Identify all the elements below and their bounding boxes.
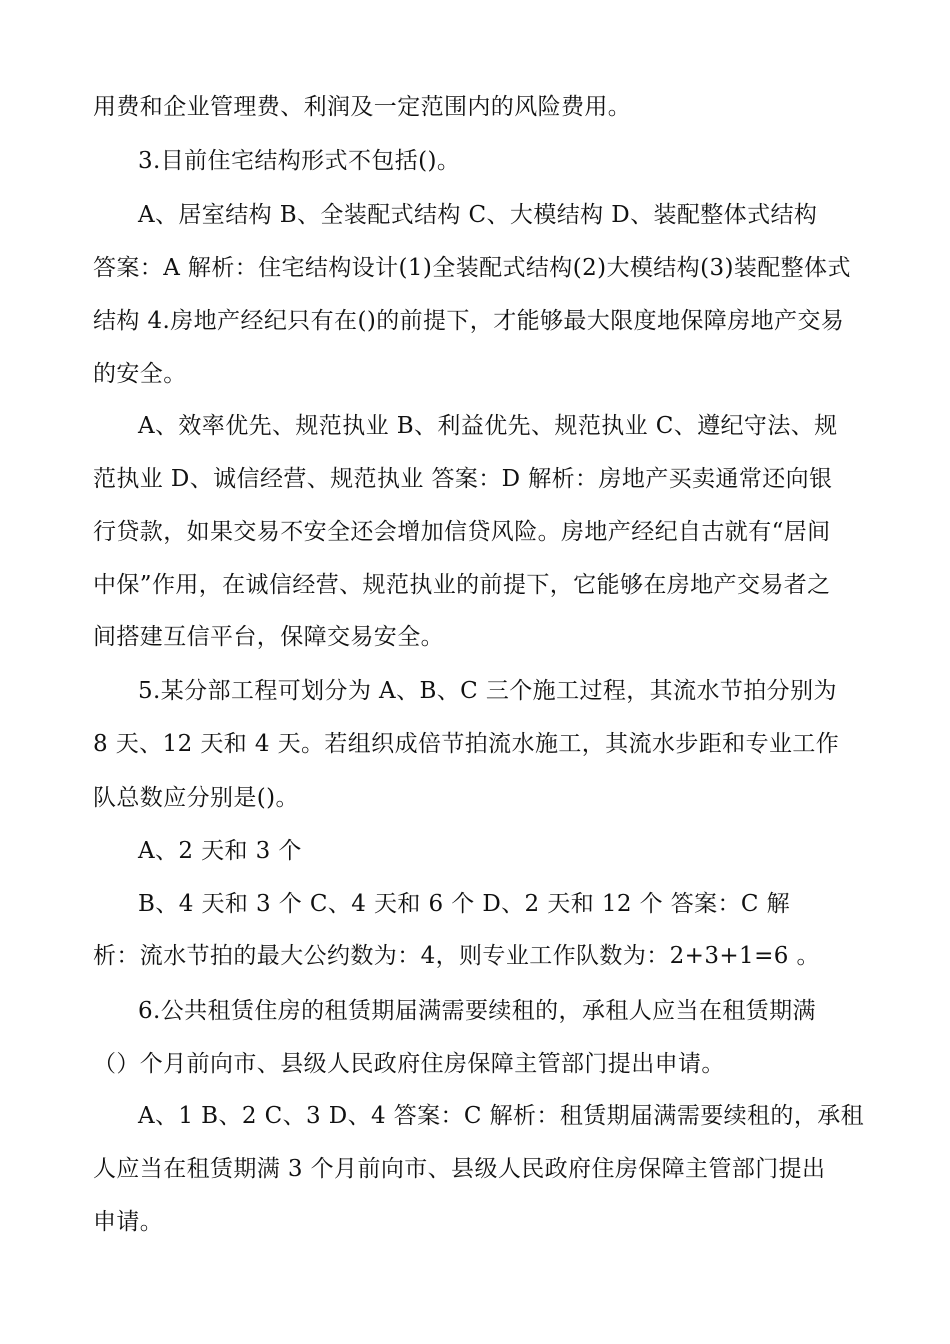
text-line: 行贷款，如果交易不安全还会增加信贷风险。房地产经纪自古就有“居间 (93, 519, 831, 545)
text-line: B、4 天和 3 个 C、4 天和 6 个 D、2 天和 12 个 答案：C 解 (138, 891, 791, 917)
text-line: 8 天、12 天和 4 天。若组织成倍节拍流水施工，其流水步距和专业工作 (93, 731, 840, 757)
text-line: 范执业 D、诚信经营、规范执业 答案：D 解析：房地产买卖通常还向银 (93, 466, 833, 492)
text-line: （）个月前向市、县级人民政府住房保障主管部门提出申请。 (93, 1051, 725, 1077)
text-line: 申请。 (93, 1209, 164, 1235)
text-line: 析：流水节拍的最大公约数为：4，则专业工作队数为：2+3+1=6 。 (93, 943, 820, 969)
text-line: 中保”作用，在诚信经营、规范执业的前提下，它能够在房地产交易者之 (93, 572, 831, 598)
text-line: A、效率优先、规范执业 B、利益优先、规范执业 C、遵纪守法、规 (138, 413, 838, 439)
text-line: 结构 4.房地产经纪只有在()的前提下，才能够最大限度地保障房地产交易 (93, 308, 845, 334)
text-line: A、1 B、2 C、3 D、4 答案：C 解析：租赁期届满需要续租的，承租 (138, 1103, 865, 1129)
text-line: 人应当在租赁期满 3 个月前向市、县级人民政府住房保障主管部门提出 (93, 1156, 826, 1182)
text-line: A、居室结构 B、全装配式结构 C、大模结构 D、装配整体式结构 (138, 202, 818, 228)
text-line: 答案：A 解析：住宅结构设计(1)全装配式结构(2)大模结构(3)装配整体式 (93, 255, 851, 281)
text-line: 用费和企业管理费、利润及一定范围内的风险费用。 (93, 94, 632, 120)
text-line: A、2 天和 3 个 (138, 838, 302, 864)
text-line: 间搭建互信平台，保障交易安全。 (93, 624, 444, 650)
text-line: 的安全。 (93, 361, 187, 387)
text-line: 6.公共租赁住房的租赁期届满需要续租的，承租人应当在租赁期满 (138, 998, 816, 1024)
text-line: 5.某分部工程可划分为 A、B、C 三个施工过程，其流水节拍分别为 (138, 678, 837, 704)
text-line: 3.目前住宅结构形式不包括()。 (138, 148, 461, 174)
text-line: 队总数应分别是()。 (93, 785, 299, 811)
